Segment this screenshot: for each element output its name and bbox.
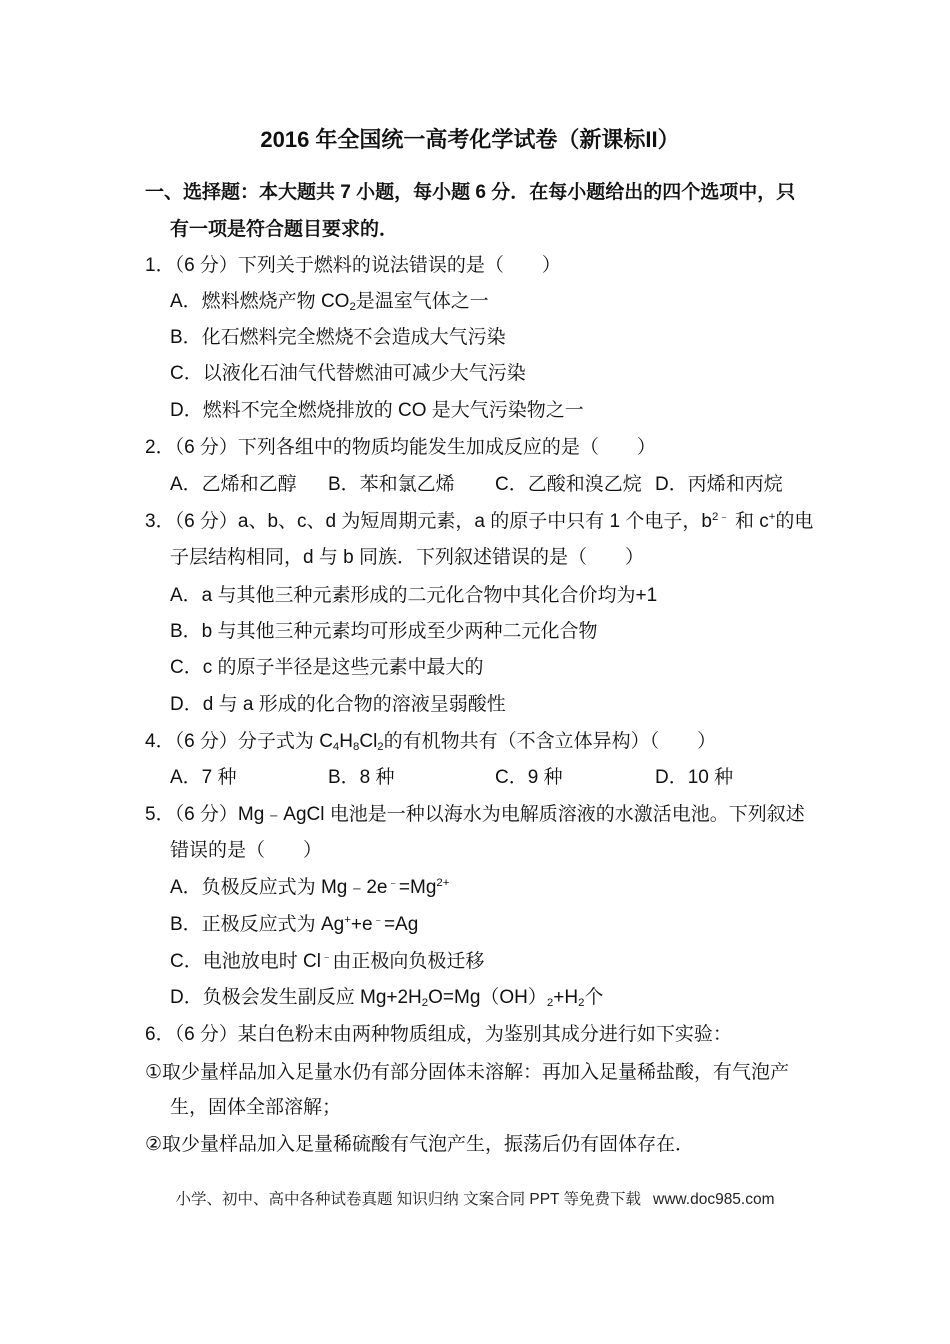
question-4-options-row <box>0 765 950 791</box>
option-text: B．正极反应式为 Ag <box>170 914 345 935</box>
page-footer <box>0 1189 950 1211</box>
option-text: +H <box>553 987 579 1008</box>
superscript: ﹣ <box>320 951 333 964</box>
question-3-option-a: A．a 与其他三种元素形成的二元化合物中其化合价均为+1 <box>170 585 658 606</box>
question-6-step-2: ②取少量样品加入足量稀硫酸有气泡产生，振荡后仍有固体存在． <box>145 1134 695 1155</box>
question-3-option-b: B．b 与其他三种元素均可形成至少两种二元化合物 <box>170 621 598 642</box>
option-text: 由正极向负极迁移 <box>332 951 485 972</box>
option-text: D．负极会发生副反应 Mg+2H <box>170 987 422 1008</box>
subscript: 4 <box>332 741 340 754</box>
question-2-option-a: A．乙烯和乙醇 <box>170 474 297 495</box>
page-title: 2016 年全国统一高考化学试卷（新课标II） <box>260 127 680 152</box>
subscript: 2 <box>377 741 384 754</box>
option-text: 个 <box>584 987 604 1008</box>
option-text: =Mg <box>398 877 437 898</box>
subscript: 2 <box>546 997 554 1010</box>
superscript: + <box>768 511 776 524</box>
stem-text: 的电 <box>775 511 814 532</box>
option-text: 是温室气体之一 <box>355 291 489 312</box>
question-4-stem <box>145 729 716 755</box>
footer-site: www.doc985.com <box>653 1191 775 1208</box>
question-1-option-a <box>170 289 489 315</box>
footer-text: 小学、初中、高中各种试卷真题 知识归纳 文案合同 PPT 等免费下载 <box>175 1191 642 1208</box>
question-2-option-d: D．丙烯和丙烷 <box>655 474 783 495</box>
question-3-stem-line-1 <box>145 509 813 535</box>
stem-text: 和 c <box>729 511 769 532</box>
option-text: A．负极反应式为 Mg﹣2e <box>170 877 388 898</box>
stem-text: 4．（6 分）分子式为 C <box>145 731 333 752</box>
stem-text: H <box>339 731 353 752</box>
stem-text: 3．（6 分）a、b、c、d 为短周期元素，a 的原子中只有 1 个电子，b <box>145 511 712 532</box>
option-text: A．燃料燃烧产物 CO <box>170 291 350 312</box>
superscript: 2﹣ <box>711 511 730 524</box>
option-text: =Ag <box>383 914 419 935</box>
question-5-stem-line-2: 错误的是（ ） <box>170 840 323 861</box>
superscript: ﹣ <box>372 914 384 927</box>
superscript: ﹣ <box>387 877 399 890</box>
question-4-option-d: D．10 种 <box>655 767 734 788</box>
superscript: + <box>344 914 351 927</box>
question-5-stem-line-1: 5．（6 分）Mg﹣AgCl 电池是一种以海水为电解质溶液的水激活电池。下列叙述 <box>145 804 805 825</box>
question-4-option-b: B．8 种 <box>328 767 395 788</box>
question-5-option-c <box>170 949 484 975</box>
subscript: 8 <box>353 741 360 754</box>
question-2-stem: 2．（6 分）下列各组中的物质均能发生加成反应的是（ ） <box>145 437 656 458</box>
section-heading-line-2: 有一项是符合题目要求的． <box>170 219 399 240</box>
subscript: 2 <box>578 997 585 1010</box>
stem-text: Cl <box>359 731 378 752</box>
option-text: C．电池放电时 Cl <box>170 951 321 972</box>
question-5-option-d <box>170 985 603 1011</box>
question-2-options-row <box>0 472 950 498</box>
question-3-option-c: C．c 的原子半径是这些元素中最大的 <box>170 657 484 678</box>
question-3-option-d: D．d 与 a 形成的化合物的溶液呈弱酸性 <box>170 694 506 715</box>
question-5-option-a <box>170 875 449 901</box>
question-4-option-a: A．7 种 <box>170 767 237 788</box>
question-1-option-b: B．化石燃料完全燃烧不会造成大气污染 <box>170 327 506 348</box>
question-6-step-1-line-1: ①取少量样品加入足量水仍有部分固体未溶解：再加入足量稀盐酸，有气泡产 <box>145 1062 790 1083</box>
superscript: 2+ <box>436 877 450 890</box>
question-4-option-c: C．9 种 <box>495 767 563 788</box>
question-3-stem-line-2: 子层结构相同，d 与 b 同族．下列叙述错误的是（ ） <box>170 547 644 568</box>
question-2-option-b: B．苯和氯乙烯 <box>328 474 455 495</box>
question-2-option-c: C．乙酸和溴乙烷 <box>495 474 642 495</box>
option-text: +e <box>350 914 373 935</box>
question-6-step-1-line-2: 生，固体全部溶解； <box>170 1097 342 1118</box>
option-text: O=Mg（OH） <box>428 987 547 1008</box>
section-heading-line-1: 一、选择题：本大题共 7 小题，每小题 6 分．在每小题给出的四个选项中，只 <box>145 182 796 203</box>
question-5-option-b <box>170 912 418 938</box>
question-1-option-d: D．燃料不完全燃烧排放的 CO 是大气污染物之一 <box>170 400 584 421</box>
question-1-option-c: C．以液化石油气代替燃油可减少大气污染 <box>170 363 526 384</box>
subscript: 2 <box>349 301 356 314</box>
question-1-stem: 1．（6 分）下列关于燃料的说法错误的是（ ） <box>145 255 561 276</box>
stem-text: 的有机物共有（不含立体异构）（ ） <box>383 731 717 752</box>
question-6-stem: 6．（6 分）某白色粉末由两种物质组成，为鉴别其成分进行如下实验： <box>145 1024 732 1045</box>
subscript: 2 <box>421 997 429 1010</box>
